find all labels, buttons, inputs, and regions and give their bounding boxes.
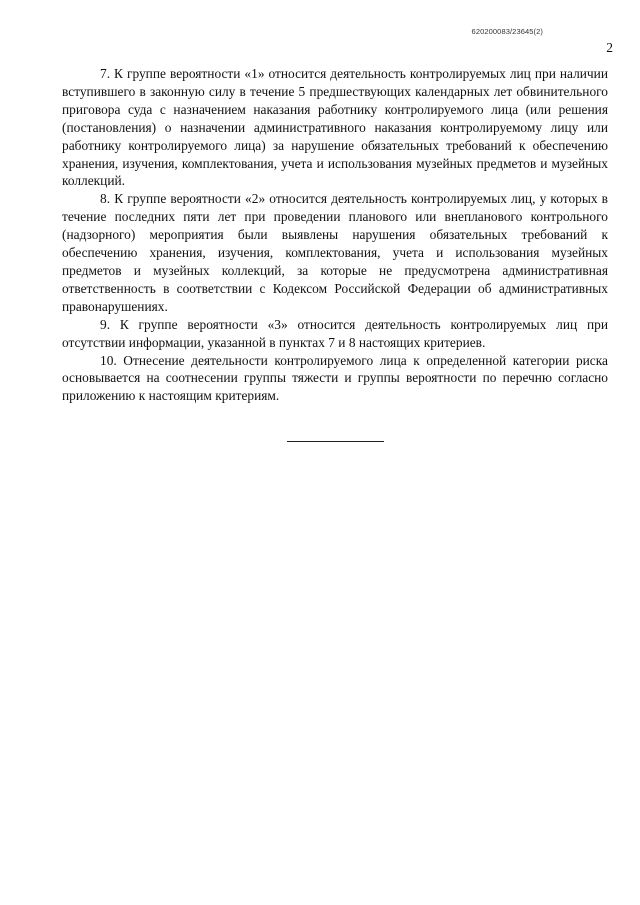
paragraph-9: 9. К группе вероятности «3» относится деятельность контролируемых лиц при отсутствии информации, указанной в пунктах 7 и 8 настоящих критериев. [62, 316, 608, 350]
paragraph-7: 7. К группе вероятности «1» относится деятельность контролируемых лиц при наличии вступившего в законную силу в течение 5 предшествующих календарных лет обвинительного приговора суда с назначением наказания работнику контролируемого лица (или решения (постановления) о назначении административного наказания контролируемому лицу или работнику контролируемого лица) за нарушение обязательных требований к обеспечению хранения, изучения, комплектования, учета и использования музейных предметов и музейных коллекций. [62, 66, 608, 189]
end-divider-line [287, 441, 384, 442]
paragraph-8: 8. К группе вероятности «2» относится деятельность контролируемых лиц, у которых в течение последних пяти лет при проведении планового или внепланового контрольного (надзорного) мероприятия были выявлены нарушения обязательных требований к обеспечению хранения, изучения, комплектования, учета и использования музейных предметов и музейных коллекций, за которые не предусмотрена административная ответственность в соответствии с Кодексом Российской Федерации об административных правонарушениях. [62, 191, 608, 314]
document-code: 620200083/23645(2) [471, 27, 543, 36]
paragraph-10: 10. Отнесение деятельности контролируемого лица к определенной категории риска основывается на соотнесении группы тяжести и группы вероятности по перечню согласно приложению к настоящим критериям. [62, 352, 608, 404]
document-body [62, 65, 608, 405]
page-number: 2 [606, 40, 613, 55]
